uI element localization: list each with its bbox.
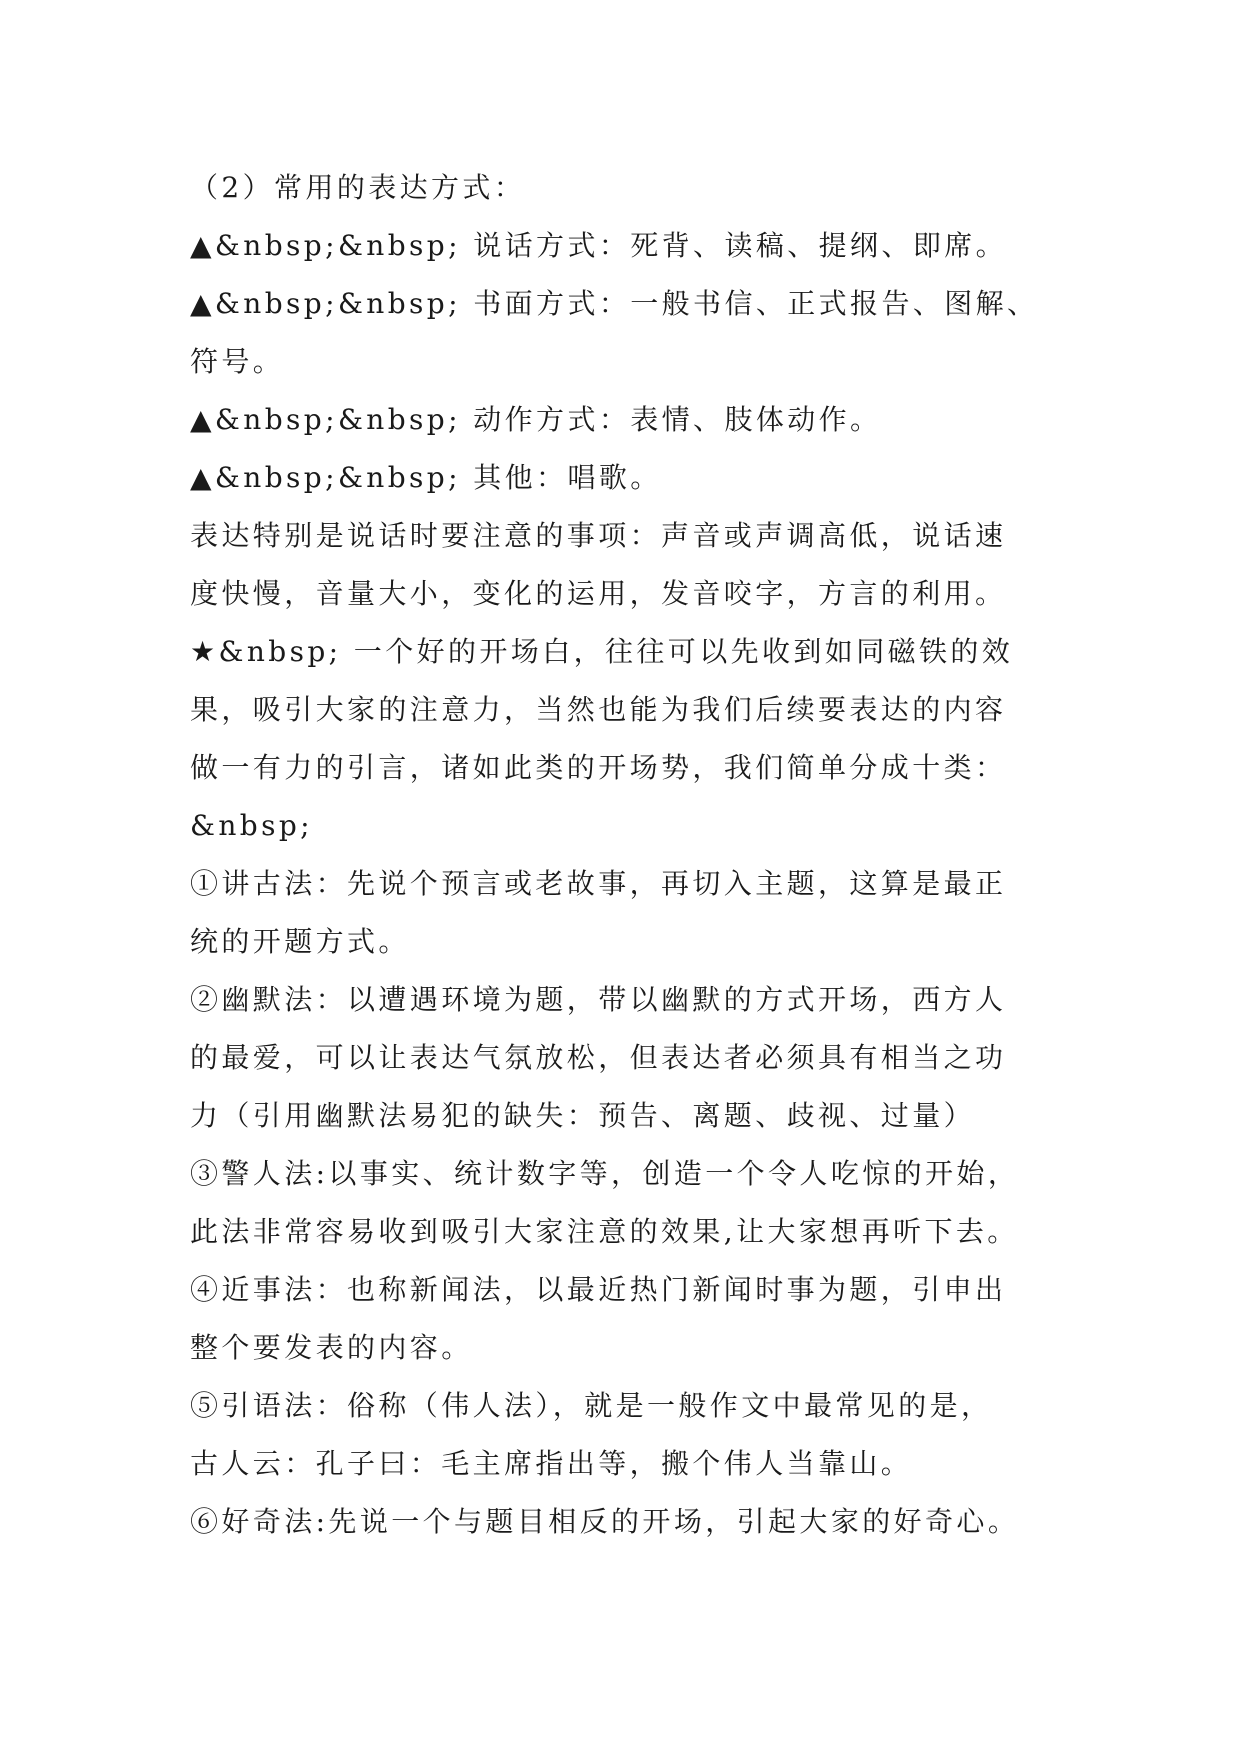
text-line: ▲&nbsp;&nbsp; 书面方式：一般书信、正式报告、图解、 bbox=[190, 287, 1039, 320]
text-line: 此法非常容易收到吸引大家注意的效果,让大家想再听下去。 bbox=[190, 1215, 1019, 1248]
text-line: ▲&nbsp;&nbsp; 说话方式：死背、读稿、提纲、即席。 bbox=[190, 229, 1008, 262]
text-line: ⑥好奇法:先说一个与题目相反的开场，引起大家的好奇心。 bbox=[190, 1505, 1020, 1538]
text-line: ④近事法：也称新闻法，以最近热门新闻时事为题，引申出 bbox=[190, 1273, 1007, 1306]
text-line: ⑤引语法：俗称（伟人法），就是一般作文中最常见的是， bbox=[190, 1389, 993, 1422]
text-line: 做一有力的引言，诸如此类的开场势，我们简单分成十类： bbox=[190, 751, 1007, 784]
text-line: ▲&nbsp;&nbsp; 其他：唱歌。 bbox=[190, 461, 662, 494]
text-line: &nbsp; bbox=[190, 809, 314, 842]
text-line: 果，吸引大家的注意力，当然也能为我们后续要表达的内容 bbox=[190, 693, 1007, 726]
text-line: 古人云：孔子曰：毛主席指出等，搬个伟人当靠山。 bbox=[190, 1447, 913, 1480]
section-heading: （2）常用的表达方式： bbox=[190, 171, 526, 204]
text-line: 统的开题方式。 bbox=[190, 925, 410, 958]
text-line: 度快慢，音量大小，变化的运用，发音咬字，方言的利用。 bbox=[190, 577, 1007, 610]
text-line: 的最爱，可以让表达气氛放松，但表达者必须具有相当之功 bbox=[190, 1041, 1007, 1074]
text-line: 整个要发表的内容。 bbox=[190, 1331, 473, 1364]
text-line: ★&nbsp; 一个好的开场白，往往可以先收到如同磁铁的效 bbox=[190, 635, 1014, 668]
text-line: ②幽默法：以遭遇环境为题，带以幽默的方式开场，西方人 bbox=[190, 983, 1007, 1016]
text-line: ③警人法:以事实、统计数字等，创造一个令人吃惊的开始， bbox=[190, 1157, 1020, 1190]
text-line: 表达特别是说话时要注意的事项：声音或声调高低，说话速 bbox=[190, 519, 1007, 552]
text-line: ▲&nbsp;&nbsp; 动作方式：表情、肢体动作。 bbox=[190, 403, 882, 436]
text-line: 符号。 bbox=[190, 345, 285, 378]
text-line: ①讲古法：先说个预言或老故事，再切入主题，这算是最正 bbox=[190, 867, 1007, 900]
text-line: 力（引用幽默法易犯的缺失：预告、离题、歧视、过量） bbox=[190, 1099, 976, 1132]
